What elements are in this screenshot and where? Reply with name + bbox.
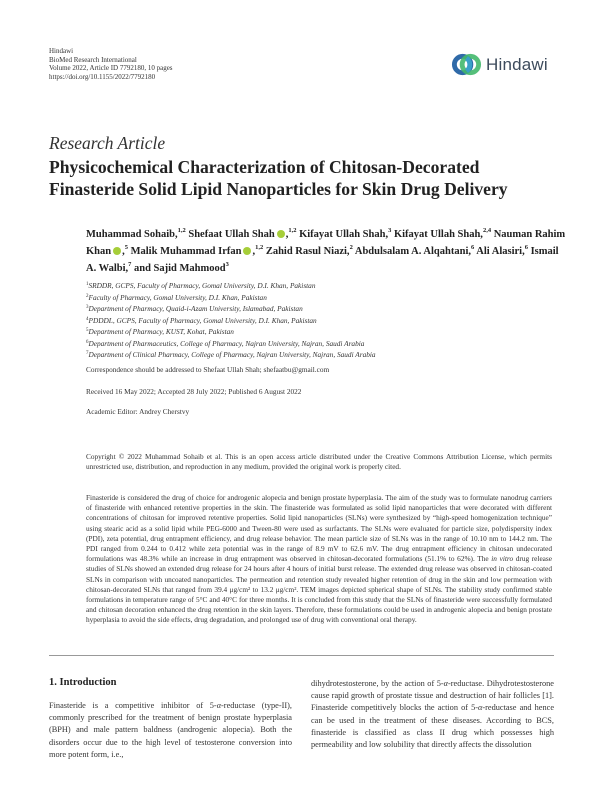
publisher-name: Hindawi xyxy=(49,47,74,55)
affiliation-list xyxy=(86,280,566,361)
affiliation-text: Department of Clinical Pharmacy, College of Pharmacy, Najran University, Najran, Saudi Arabia xyxy=(88,350,376,359)
affiliation-number: 3 xyxy=(86,305,89,310)
section-heading-introduction: 1. Introduction xyxy=(49,677,117,688)
text-run: α xyxy=(216,701,222,710)
journal-header-info xyxy=(49,47,173,81)
author xyxy=(394,229,491,240)
volume-info: Volume 2022, Article ID 7792180, 10 pages xyxy=(49,64,173,73)
author-name: Kifayat Ullah Shah, xyxy=(393,229,483,240)
author-name: Malik Muhammad Irfan xyxy=(130,246,242,257)
dates-line: Received 16 May 2022; Accepted 28 July 2022; Published 6 August 2022 xyxy=(86,387,302,396)
affiliation-number: 4 xyxy=(86,316,89,322)
affiliation-item xyxy=(86,315,566,327)
affiliation-text: Department of Pharmacy, Quaid-i-Azam University, Islamabad, Pakistan xyxy=(88,304,303,313)
text-run: -reductase and hence can be used in the treatment of these diseases. According to BCS, finasteride is classified as class II drug which possesses high permeability and low solubility that directly affects the dissolution xyxy=(311,703,554,750)
orcid-icon[interactable] xyxy=(277,230,285,238)
author-affiliation-number: 3 xyxy=(225,261,229,268)
affiliation-text: Department of Pharmaceutics, College of Pharmacy, Najran University, Najran, Saudi Arabia xyxy=(88,338,365,348)
author-name: Muhammad Sohaib, xyxy=(86,229,178,240)
copyright-notice: Copyright © 2022 Muhammad Sohaib et al. This is an open access article distributed under the Creative Commons Attribution License, which permits unrestricted use, distribution, and reproduction in any medium, provided the original work is properly cited. xyxy=(86,452,552,472)
academic-editor-line: Academic Editor: Andrey Cherstvy xyxy=(86,407,190,416)
author-affiliation-number: 2,4 xyxy=(482,227,492,234)
author-name: Kifayat Ullah Shah, xyxy=(299,229,389,240)
author-name: Abdulsalam A. Alqahtani, xyxy=(354,246,471,257)
journal-name: BioMed Research International xyxy=(49,55,137,64)
paper-title: Physicochemical Characterization of Chitosan-Decorated Finasteride Solid Lipid Nanoparticles for Skin Drug Delivery xyxy=(49,157,508,199)
affiliation-text: PDDDL, GCPS, Faculty of Pharmacy, Gomal University, D.I. Khan, Pakistan xyxy=(88,315,317,325)
author xyxy=(299,229,391,240)
affiliation-number: 2 xyxy=(86,293,89,299)
author xyxy=(355,246,474,257)
author-affiliation-number: 6 xyxy=(471,244,475,251)
author-affiliation-number: 7 xyxy=(128,261,132,268)
text-run: -reductase. Dihydrotestosterone cause rapid growth of prostate tissue and destruction of hair follicles [1]. Finasteride competitively blocks the action of 5- xyxy=(311,679,554,713)
author-list xyxy=(86,226,566,277)
section-divider xyxy=(49,655,554,656)
affiliation-number: 6 xyxy=(86,339,89,345)
author-affiliation-number: 1,2 xyxy=(177,227,186,234)
affiliation-item xyxy=(86,303,566,315)
affiliation-item xyxy=(86,349,566,361)
affiliation-number: 7 xyxy=(86,351,89,356)
author-affiliation-number: 1,2 xyxy=(255,244,264,251)
affiliation-text: SRDDR, GCPS, Faculty of Pharmacy, Gomal University, D.I. Khan, Pakistan xyxy=(88,281,316,290)
author-affiliation-number: 5 xyxy=(124,244,128,251)
author-name: Ali Alasiri, xyxy=(476,246,525,257)
author-affiliation-number: 3 xyxy=(388,227,392,234)
article-type: Research Article xyxy=(49,133,166,153)
orcid-icon[interactable] xyxy=(113,247,121,255)
affiliation-text: Department of Pharmacy, KUST, Kohat, Pakistan xyxy=(88,327,234,336)
affiliation-item xyxy=(86,280,566,292)
text-run: Finasteride is a competitive inhibitor of 5- xyxy=(49,701,217,710)
hindawi-logo-text: Hindawi xyxy=(486,54,548,74)
hindawi-logo-icon xyxy=(451,49,482,80)
text-run: -reductase (type-II), commonly prescribed for the treatment of benign prostate hyperplasia (BPH) and male pattern baldness (androgenic alopecia). Both the disorders occur due to the high level of testosterone conversion into more potent form, i.e., xyxy=(49,701,292,759)
author xyxy=(86,229,186,240)
author-name: and Sajid Mahmood xyxy=(134,263,226,274)
abstract xyxy=(86,493,552,626)
doi-link[interactable]: https://doi.org/10.1155/2022/7792180 xyxy=(49,72,156,81)
text-run: drug release studies of SLNs showed an extended drug release for 24 hours after 4 hours of initial burst release. The extended drug release was observed in chitosan-coated SLNs in comparison with uncoated nanoparticles. The permeation and retention study revealed higher retention of drug in the skin and low permeation with chitosan-decorated SLNs that ranged from 39.4 μg/cm² to 13.2 μg/cm². TEM images depicted spherical shape of SLNs. The stability study confirmed stable formulations in temperature range of 5°C and 40°C for three months. It is concluded from this study that the SLNs of finasteride were successfully formulated and chitosan decoration enhanced the drug retention in the skin layers. Therefore, these formulations could be used in androgenic alopecia and benign prostate hyperplasia to avoid the side effects, drug degradation, and prolonged use of drug with conventional oral therapy. xyxy=(86,554,552,625)
affiliation-item xyxy=(86,292,566,304)
author: Nauman Rahim Khan ,$^5$ xyxy=(86,229,566,257)
author-affiliation-number: 2 xyxy=(349,244,353,251)
author-name: Zahid Rasul Niazi, xyxy=(265,246,350,257)
author: Malik Muhammad Irfan ,$^{1,2}$ xyxy=(130,244,264,257)
author xyxy=(266,246,353,257)
text-run: α xyxy=(443,679,449,688)
affiliation-item xyxy=(86,338,566,350)
intro-column-left xyxy=(49,700,292,761)
affiliation-number: 1 xyxy=(86,282,89,287)
author-name: Nauman Rahim Khan xyxy=(86,229,566,257)
text-run: dihydrotestosterone, by the action of 5- xyxy=(311,679,444,688)
orcid-icon[interactable] xyxy=(243,247,251,255)
text-run: in vitro xyxy=(491,554,514,564)
author-affiliation-number: 6 xyxy=(524,244,528,251)
correspondence-line: Correspondence should be addressed to Shefaat Ullah Shah; shefaatbu@gmail.com xyxy=(86,365,330,374)
author: Shefaat Ullah Shah ,$^{1,2}$ xyxy=(188,227,297,240)
author-name: Ismail A. Walbi, xyxy=(86,246,559,274)
author xyxy=(134,263,229,274)
hindawi-logo xyxy=(451,49,548,80)
text-run: α xyxy=(478,703,483,713)
affiliation-item xyxy=(86,326,566,338)
text-run: Finasteride is considered the drug of choice for androgenic alopecia and benign prostate hyperplasia. The aim of the study was to formulate nanodrug carriers of finasteride with enhanced retentive properties in the skin. The finasteride was formulated as solid lipid nanoparticles that were decorated with different concentrations of chitosan for improved retentive properties. Solid lipid nanoparticles (SLNs) were synthesized by “high-speed homogenization technique” using stearic acid as a solid lipid while PEG-6000 and Tween-80 were used as surfactants. The SLNs were evaluated for particle size, polydispersity index (PDI), zeta potential, drug entrapment efficiency, and drug release behavior. The mean particle size of SLNs was in the range of 10.10 nm to 144.2 nm. The PDI ranged from 0.244 to 0.412 while zeta potential was in the range of 8.9 mV to 62.6 mV. The drug entrapment efficiency in chitosan undecorated formulations was 48.3% while an increase in drug entrapment was observed in chitosan-decorated formulations (51.1% to 62%). The xyxy=(86,493,552,564)
author xyxy=(476,246,528,257)
affiliation-number: 5 xyxy=(86,328,89,333)
author-name: Shefaat Ullah Shah xyxy=(188,229,275,240)
author-affiliation-number: 1,2 xyxy=(288,227,297,234)
affiliation-text: Faculty of Pharmacy, Gomal University, D.I. Khan, Pakistan xyxy=(88,292,267,302)
intro-column-right xyxy=(311,678,554,751)
